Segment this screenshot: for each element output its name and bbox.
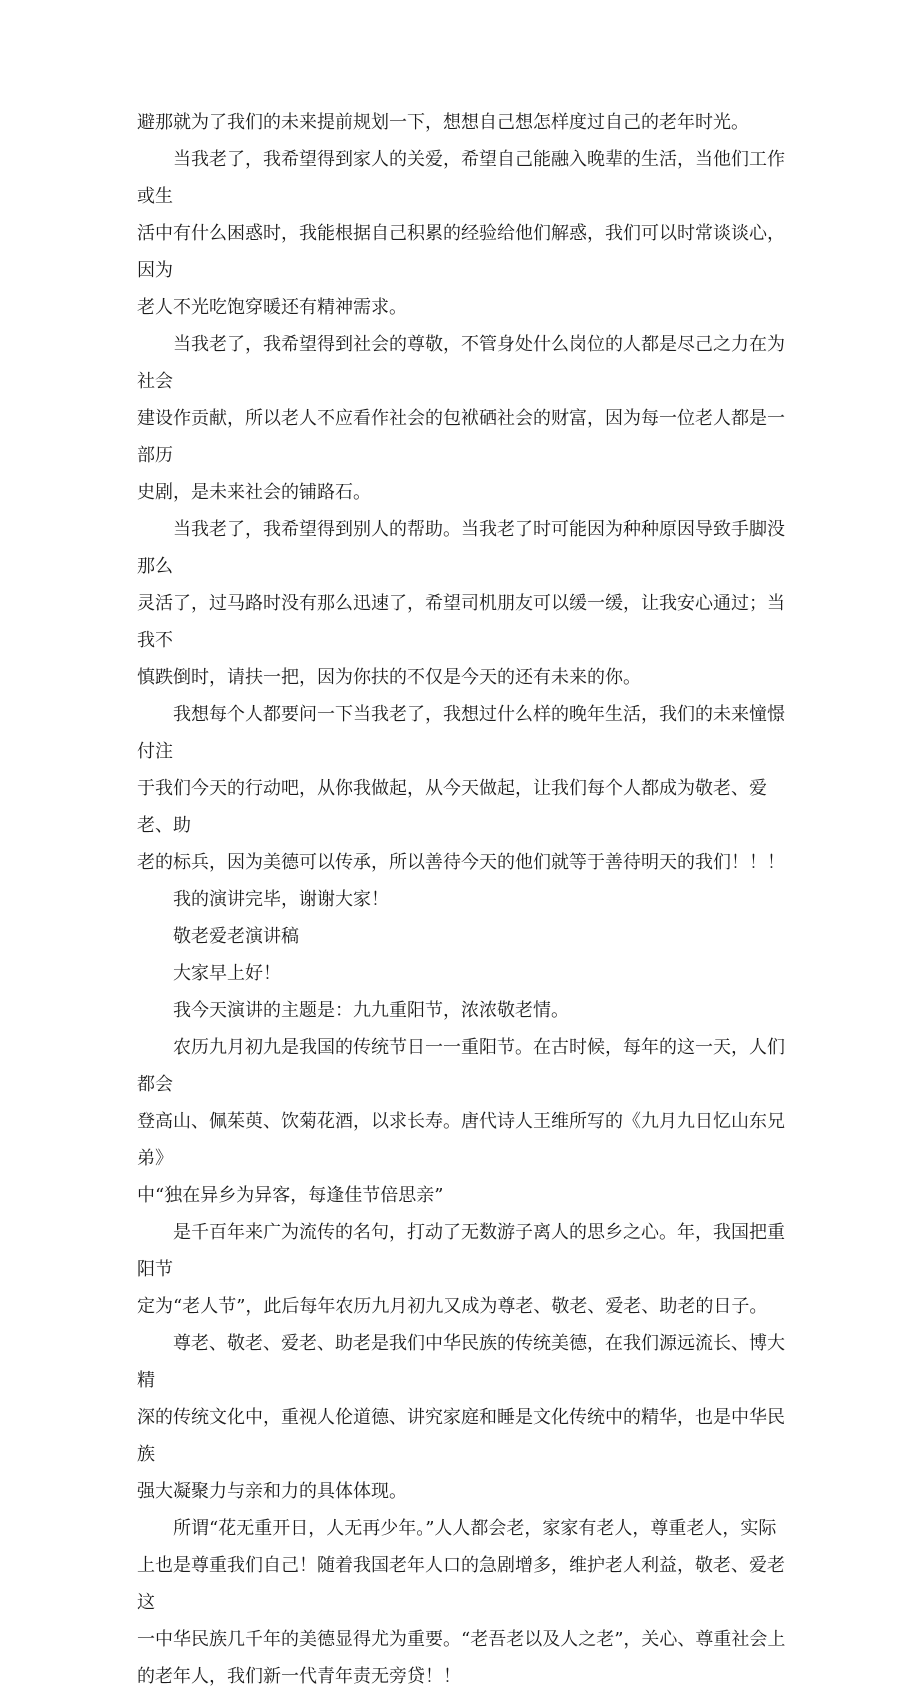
paragraph-2: 当我老了，我希望得到家人的关爱，希望自己能融入晚辈的生活，当他们工作或生 活中有什么困惑时，我能根据自己积累的经验给他们解惑，我们可以时常谈谈心，因为 老人不光吃饱穿暖还有精神需求。 — [137, 149, 785, 318]
document-body — [137, 104, 797, 1695]
paragraph-1: 避那就为了我们的未来提前规划一下，想想自己想怎样度过自己的老年时光。 — [137, 112, 749, 133]
paragraph-5: 我想每个人都要问一下当我老了，我想过什么样的晚年生活，我们的未来憧憬付注 于我们今天的行动吧，从你我做起，从今天做起，让我们每个人都成为敬老、爱老、助 老的标兵，因为美德可以传承，所以善待今天的他们就等于善待明天的我们！！！ — [137, 704, 785, 873]
greeting: 大家早上好！ — [173, 963, 281, 984]
paragraph-12: 尊老、敬老、爱老、助老是我们中华民族的传统美德，在我们源远流长、博大精 深的传统文化中，重视人伦道德、讲究家庭和睡是文化传统中的精华，也是中华民族 强大凝聚力与亲和力的具体体现。 — [137, 1333, 785, 1502]
paragraph-10: 农历九月初九是我国的传统节日一一重阳节。在古时候，每年的这一天，人们都会 登高山、佩茱萸、饮菊花酒，以求长寿。唐代诗人王维所写的《九月九日忆山东兄弟》 中“独在异乡为异客，每逢佳节倍思亲” — [137, 1037, 785, 1206]
paragraph-13: 所谓“花无重开日，人无再少年。”人人都会老，家家有老人，尊重老人，实际 上也是尊重我们自己！随着我国老年人口的急剧增多，维护老人利益，敬老、爱老这 一中华民族几千年的美德显得尤为重要。“老吾老以及人之老”，关心、尊重社会上 的老年人，我们新一代青年责无旁贷！！ — [137, 1518, 786, 1687]
speech-title: 敬老爱老演讲稿 — [173, 926, 299, 947]
paragraph-4: 当我老了，我希望得到别人的帮助。当我老了时可能因为种种原因导致手脚没那么 灵活了，过马路时没有那么迅速了，希望司机朋友可以缓一缓，让我安心通过；当我不 慎跌倒时，请扶一把，因为你扶的不仅是今天的还有未来的你。 — [137, 519, 785, 688]
paragraph-3: 当我老了，我希望得到社会的尊敬，不管身处什么岗位的人都是尽己之力在为社会 建设作贡献，所以老人不应看作社会的包袱硒社会的财富，因为每一位老人都是一部历 史剧，是未来社会的铺路石。 — [137, 334, 785, 503]
paragraph-11: 是千百年来广为流传的名句，打动了无数游子离人的思乡之心。年，我国把重阳节 定为“老人节”，此后每年农历九月初九又成为尊老、敬老、爱老、助老的日子。 — [137, 1222, 785, 1317]
speech-topic: 我今天演讲的主题是：九九重阳节，浓浓敬老情。 — [173, 1000, 569, 1021]
paragraph-closing: 我的演讲完毕，谢谢大家！ — [173, 889, 389, 910]
